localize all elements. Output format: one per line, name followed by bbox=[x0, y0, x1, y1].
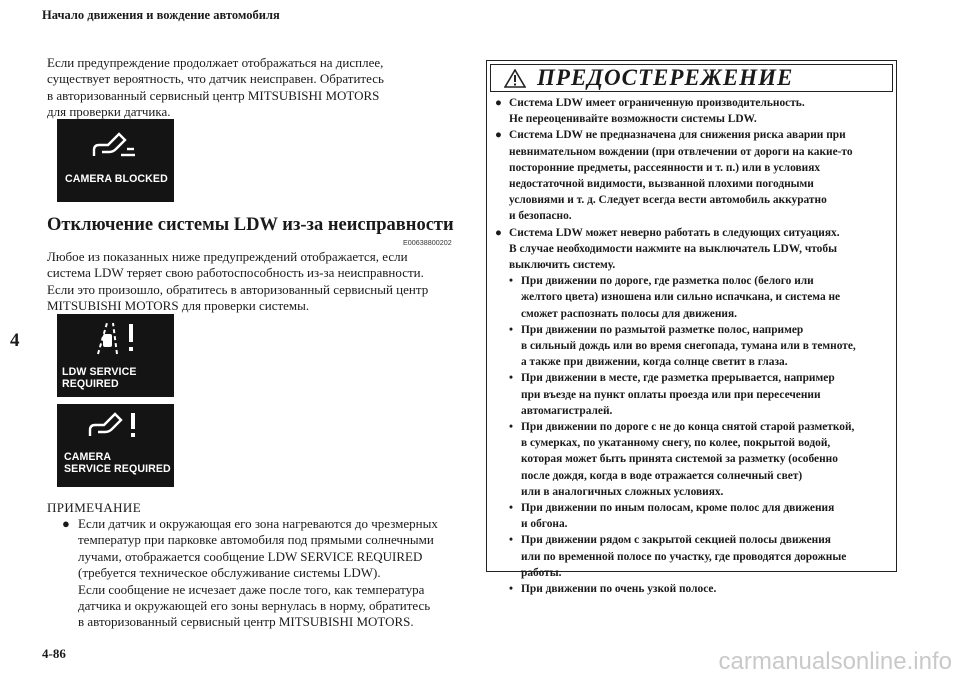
bullet-icon: ● bbox=[495, 97, 502, 109]
warning-title: ПРЕДОСТЕРЕЖЕНИЕ bbox=[537, 65, 794, 90]
note-heading: ПРИМЕЧАНИЕ bbox=[47, 500, 142, 515]
warning-triangle-icon bbox=[504, 69, 526, 88]
warning-item bbox=[495, 225, 890, 274]
bullet-icon: ● bbox=[62, 516, 70, 531]
page-number: 4-86 bbox=[42, 646, 66, 661]
note-line: (требуется техническое обслуживание системы LDW). bbox=[78, 565, 381, 581]
intro-line: для проверки датчика. bbox=[47, 104, 171, 120]
sub-bullet-icon: • bbox=[509, 275, 513, 288]
warning-line: При движении по дороге с не до конца снятой старой разметкой, bbox=[521, 421, 855, 434]
sub-bullet-icon: • bbox=[509, 583, 513, 596]
warning-line: Не переоценивайте возможности системы LDW. bbox=[509, 113, 757, 126]
warning-line: которая может быть принята системой за разметку (особенно bbox=[521, 453, 838, 466]
sub-bullet-icon: • bbox=[509, 323, 513, 336]
intro-line: существует вероятность, что датчик неисправен. Обратитесь bbox=[47, 71, 384, 87]
warning-line: или по временной полосе по участку, где проводятся дорожные bbox=[521, 550, 847, 563]
section-title: Отключение системы LDW из-за неисправности bbox=[47, 215, 454, 235]
section-paragraph bbox=[47, 249, 428, 315]
warning-item bbox=[495, 127, 890, 224]
warning-line: и обгона. bbox=[521, 518, 568, 531]
note-line: лучами, отображается сообщение LDW SERVICE REQUIRED bbox=[78, 548, 423, 564]
warning-line: Система LDW не предназначена для снижения риска аварии при bbox=[509, 129, 846, 142]
section-code: E00638800202 bbox=[403, 238, 452, 247]
note-line: в авторизованный сервисный центр MITSUBISHI MOTORS. bbox=[78, 614, 414, 630]
warning-line: работы. bbox=[521, 566, 562, 579]
ldw-service-label: LDW SERVICE REQUIRED bbox=[62, 366, 137, 390]
camera-service-icon bbox=[87, 410, 141, 440]
bullet-icon: ● bbox=[495, 129, 502, 142]
warning-subitem bbox=[495, 419, 890, 500]
note-line: температур при парковке автомобиля под прямыми солнечными bbox=[78, 532, 434, 548]
warning-line: условиями и т. д. Следует всегда вести автомобиль аккуратно bbox=[509, 194, 827, 207]
sub-bullet-icon: • bbox=[509, 372, 513, 385]
camera-service-label-line1: CAMERA bbox=[64, 451, 112, 463]
warning-box bbox=[486, 60, 897, 596]
warning-line: или в аналогичных сложных условиях. bbox=[521, 485, 724, 498]
warning-line: невнимательном вождении (при отвлечении от дороги на какие-то bbox=[509, 145, 853, 158]
warning-subitem bbox=[495, 532, 890, 581]
warning-line: При движении по иным полосам, кроме полос для движения bbox=[521, 502, 835, 515]
sub-bullet-icon: • bbox=[509, 421, 513, 434]
warning-subitem bbox=[495, 273, 890, 322]
warning-subitem bbox=[495, 322, 890, 371]
warning-line: Система LDW имеет ограниченную производительность. bbox=[509, 97, 805, 109]
warning-header bbox=[490, 64, 893, 92]
camera-blocked-label: CAMERA BLOCKED bbox=[65, 173, 168, 185]
watermark: carmanualsonline.info bbox=[718, 648, 952, 675]
chapter-number: 4 bbox=[10, 330, 20, 351]
warning-line: При движении по очень узкой полосе. bbox=[521, 583, 717, 596]
warning-line: При движении по размытой разметке полос, например bbox=[521, 323, 804, 336]
page-header-title: Начало движения и вождение автомобиля bbox=[42, 8, 280, 22]
ldw-lane-warning-icon bbox=[93, 320, 139, 356]
warning-line: после дождя, когда в воде отражается солнечный свет) bbox=[521, 469, 803, 482]
warning-line: При движении в месте, где разметка прерывается, например bbox=[521, 372, 835, 385]
bullet-icon: ● bbox=[495, 226, 502, 239]
section-line: Любое из показанных ниже предупреждений отображается, если bbox=[47, 249, 408, 264]
warning-line: при въезде на пункт оплаты проезда или при пересечении bbox=[521, 388, 821, 401]
warning-line: и безопасно. bbox=[509, 210, 572, 223]
camera-service-label-line2: SERVICE REQUIRED bbox=[64, 463, 171, 475]
warning-subitem bbox=[495, 370, 890, 419]
warning-subitem bbox=[495, 500, 890, 532]
warning-line: Система LDW может неверно работать в следующих ситуациях. bbox=[509, 226, 840, 239]
warning-line: желтого цвета) изношена или сильно испачкана, и система не bbox=[521, 291, 841, 304]
note-line: датчика и окружающей его зоны вернулась в норму, обратитесь bbox=[78, 598, 431, 614]
warning-line: выключить систему. bbox=[509, 259, 616, 272]
intro-paragraph bbox=[47, 55, 384, 121]
warning-line: в сумерках, по укатанному снегу, по колее, покрытой водой, bbox=[521, 437, 831, 450]
section-line: система LDW теряет свою работоспособность из-за неисправности. bbox=[47, 265, 424, 281]
display-ldw-service-required bbox=[57, 314, 174, 397]
warning-line: При движении рядом с закрытой секцией полосы движения bbox=[521, 534, 831, 547]
warning-line: а также при движении, когда солнце светит в глаза. bbox=[521, 356, 788, 369]
warning-body bbox=[495, 95, 890, 597]
warning-item bbox=[495, 95, 890, 127]
warning-line: недостаточной видимости, вызванной плохими погодными bbox=[509, 178, 814, 191]
note-line: Если сообщение не исчезает даже после того, как температура bbox=[78, 581, 425, 597]
section-line: MITSUBISHI MOTORS для проверки системы. bbox=[47, 298, 310, 314]
warning-line: сможет распознать полосы для движения. bbox=[521, 307, 737, 320]
section-line: Если это произошло, обратитесь в авторизованный сервисный центр bbox=[47, 281, 429, 297]
note-line: Если датчик и окружающая его зона нагреваются до чрезмерных bbox=[78, 516, 438, 531]
display-camera-service-required bbox=[57, 404, 174, 487]
intro-line: Если предупреждение продолжает отображаться на дисплее, bbox=[47, 55, 384, 70]
display-camera-blocked bbox=[57, 119, 174, 202]
warning-line: автомагистралей. bbox=[521, 404, 613, 417]
sub-bullet-icon: • bbox=[509, 534, 513, 547]
sub-bullet-icon: • bbox=[509, 502, 513, 515]
note-item bbox=[62, 516, 438, 631]
warning-line: В случае необходимости нажмите на выключатель LDW, чтобы bbox=[509, 242, 837, 255]
warning-line: При движении по дороге, где разметка полос (белого или bbox=[521, 275, 814, 288]
camera-blocked-icon bbox=[91, 130, 139, 160]
warning-line: в сильный дождь или во время снегопада, тумана или в темноте, bbox=[521, 340, 856, 353]
warning-subitem bbox=[495, 581, 890, 597]
warning-line: посторонние предметы, рассеянности и т. п.) или в условиях bbox=[509, 161, 821, 174]
intro-line: в авторизованный сервисный центр MITSUBISHI MOTORS bbox=[47, 87, 380, 103]
